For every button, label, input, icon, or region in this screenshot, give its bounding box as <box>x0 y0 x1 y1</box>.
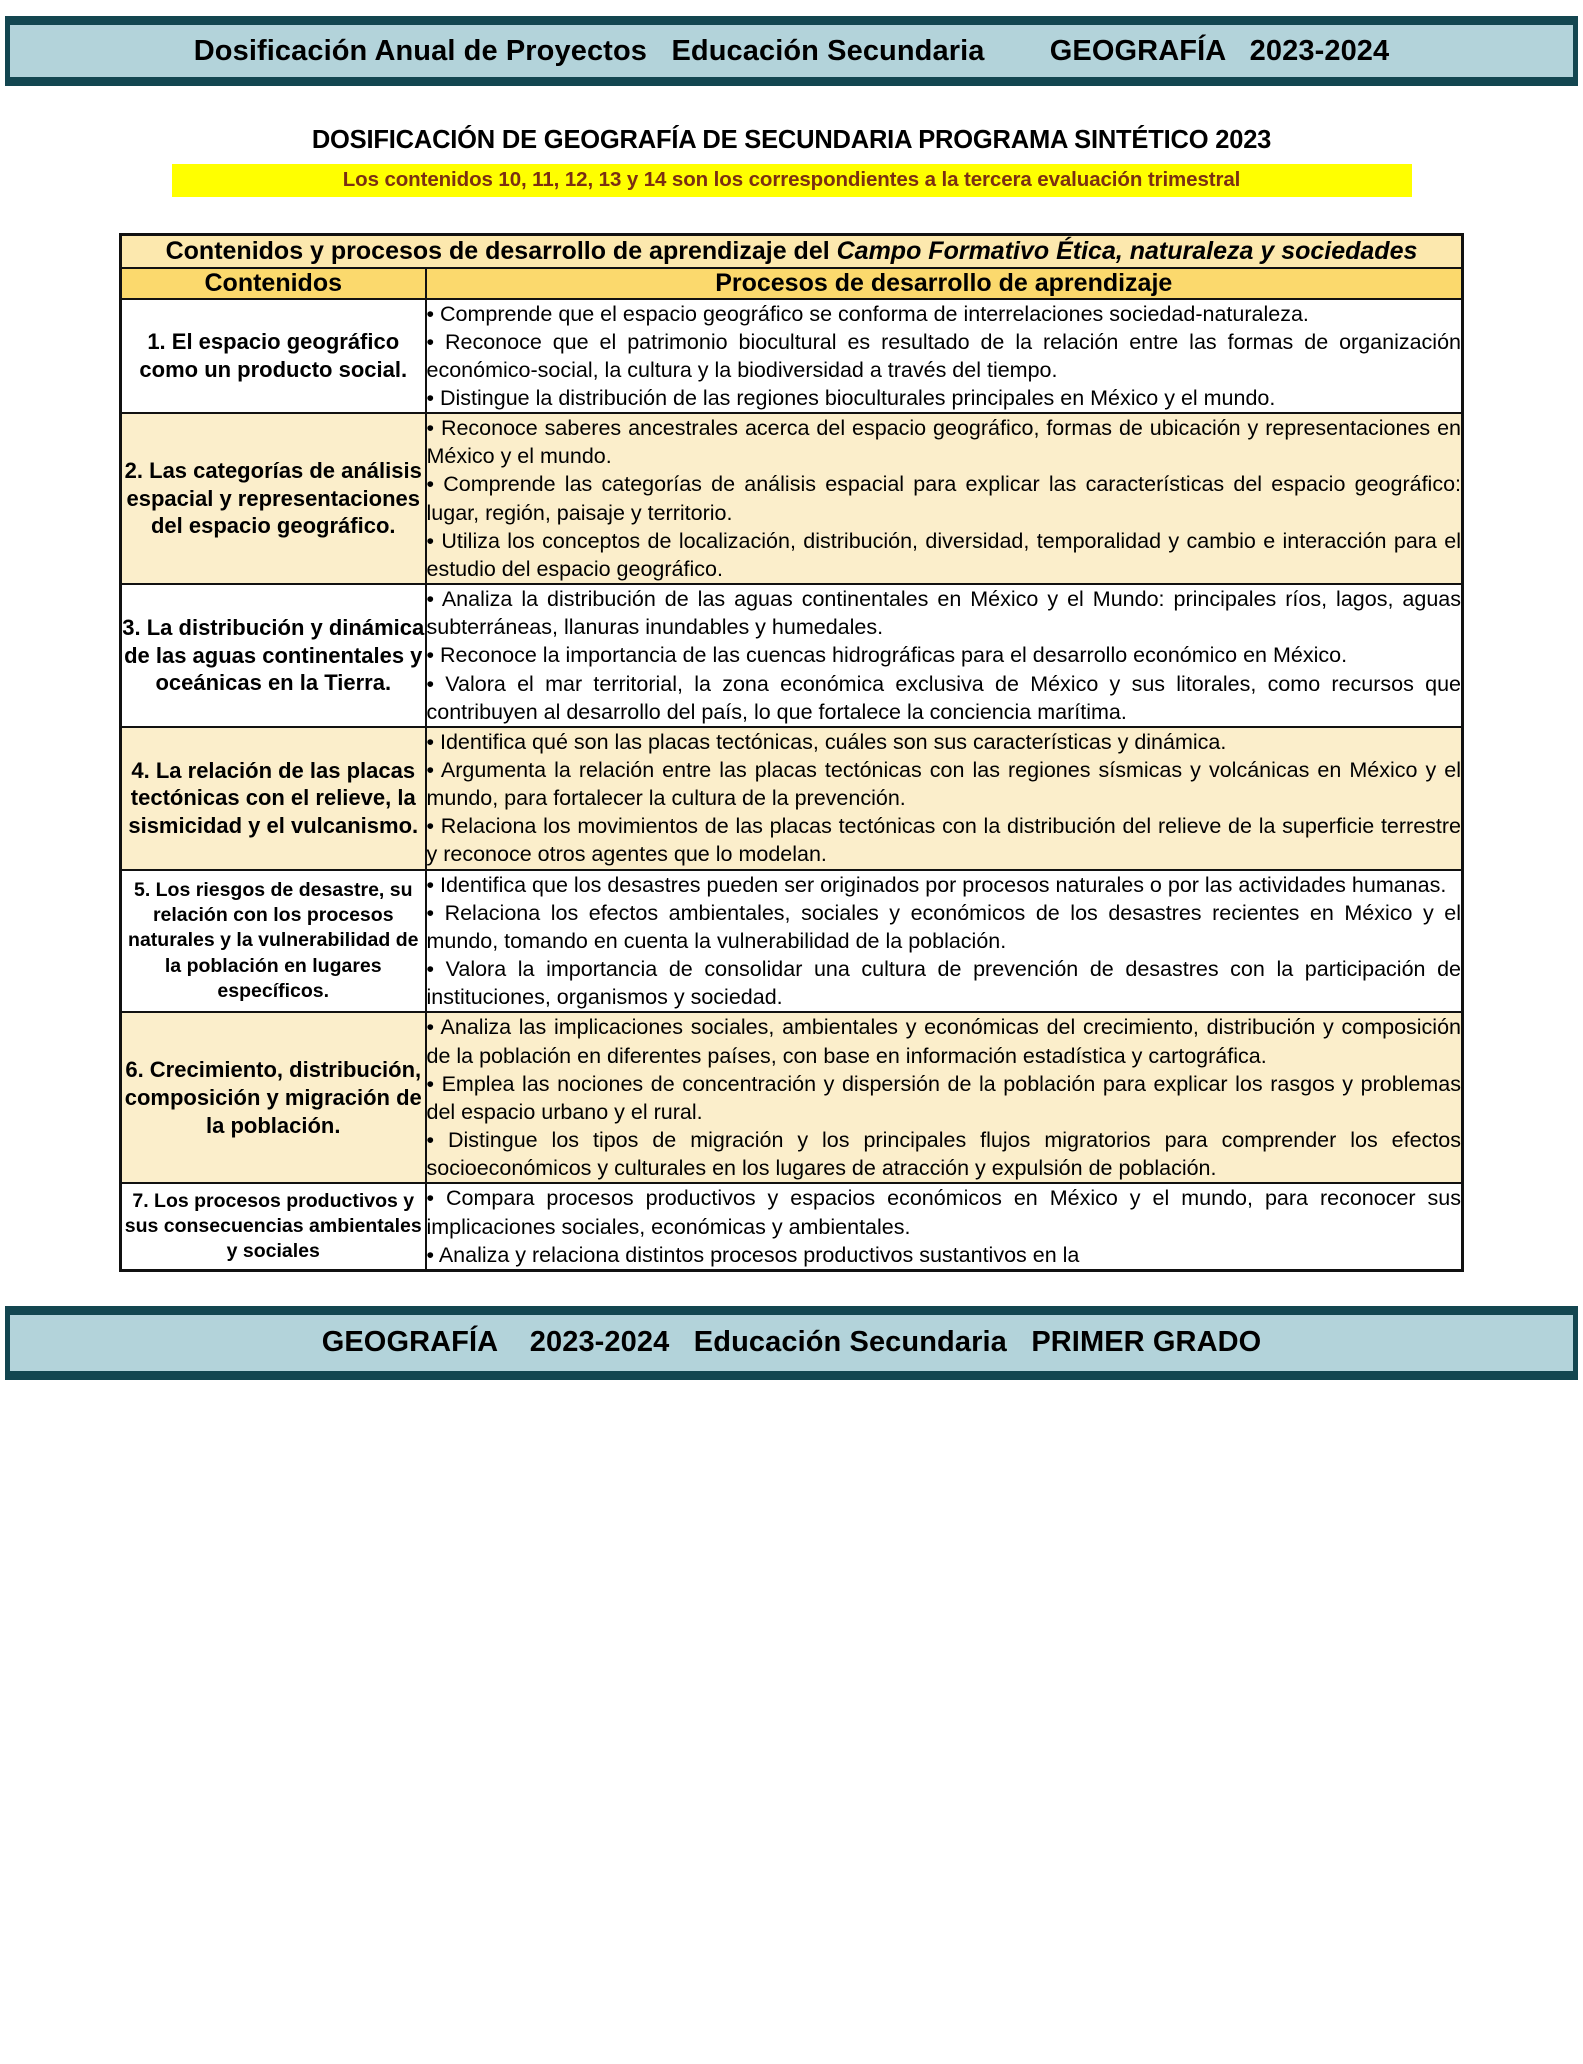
proceso-bullet: • Valora la importancia de consolidar una cultura de prevención de desastres con la participación de instituciones, organismos y sociedad. <box>426 957 1461 1010</box>
contenido-cell: 2. Las categorías de análisis espacial y representaciones del espacio geográfico. <box>121 413 426 584</box>
contenido-cell: 3. La distribución y dinámica de las aguas continentales y oceánicas en la Tierra. <box>121 584 426 727</box>
procesos-cell <box>426 584 1463 727</box>
proceso-bullet: • Relaciona los efectos ambientales, sociales y económicos de los desastres recientes en México y el mundo, tomando en cuenta la vulnerabilidad de la población. <box>426 900 1461 953</box>
footer-banner-text: GEOGRAFÍA 2023-2024 Educación Secundaria PRIMER GRADO <box>321 1326 1262 1359</box>
proceso-bullet: • Reconoce la importancia de las cuencas hidrográficas para el desarrollo económico en México. <box>426 643 1348 668</box>
procesos-cell <box>426 413 1463 584</box>
procesos-cell <box>426 299 1463 414</box>
proceso-bullet: • Identifica qué son las placas tectónicas, cuáles son sus características y dinámica. <box>426 729 1227 754</box>
table-column-header-row <box>121 268 1463 299</box>
page-title: DOSIFICACIÓN DE GEOGRAFÍA DE SECUNDARIA PROGRAMA SINTÉTICO 2023 <box>311 126 1272 154</box>
procesos-cell <box>426 1012 1463 1183</box>
procesos-cell <box>426 1183 1463 1270</box>
contenido-cell: 5. Los riesgos de desastre, su relación con los procesos naturales y la vulnerabilidad de la población en lugares específicos. <box>121 870 426 1013</box>
proceso-bullet: • Distingue la distribución de las regiones bioculturales principales en México y el mundo. <box>426 385 1276 410</box>
header-banner <box>5 16 1578 86</box>
table-row <box>121 1012 1463 1183</box>
proceso-bullet: • Comprende las categorías de análisis espacial para explicar las características del espacio geográfico: lugar, región, paisaje y territorio. <box>426 472 1461 525</box>
contenido-cell: 6. Crecimiento, distribución, composición y migración de la población. <box>121 1012 426 1183</box>
header-banner-text: Dosificación Anual de Proyectos Educación Secundaria GEOGRAFÍA 2023-2024 <box>193 34 1390 67</box>
column-header-procesos: Procesos de desarrollo de aprendizaje <box>426 268 1463 299</box>
contenido-cell: 4. La relación de las placas tectónicas con el relieve, la sismicidad y el vulcanismo. <box>121 727 426 870</box>
table-row <box>121 584 1463 727</box>
proceso-bullet: • Reconoce saberes ancestrales acerca del espacio geográfico, formas de ubicación y representaciones en México y el mundo. <box>426 416 1461 469</box>
table-body <box>121 299 1463 1271</box>
proceso-bullet: • Reconoce que el patrimonio biocultural es resultado de la relación entre las formas de organización económico-social, la cultura y la biodiversidad a través del tiempo. <box>426 329 1461 382</box>
table-title-cell <box>121 235 1463 268</box>
table-title-emphasis: Campo Formativo Ética, naturaleza y sociedades <box>836 237 1418 265</box>
proceso-bullet: • Utiliza los conceptos de localización, distribución, diversidad, temporalidad y cambio e interacción para el estudio del espacio geográfico. <box>426 528 1461 581</box>
proceso-bullet: • Analiza y relaciona distintos procesos productivos sustantivos en la <box>426 1242 1080 1267</box>
proceso-bullet: • Valora el mar territorial, la zona económica exclusiva de México y sus litorales, como recursos que contribuyen al desarrollo del país, lo que fortalece la conciencia marítima. <box>426 671 1461 724</box>
table-row <box>121 1183 1463 1270</box>
table-row <box>121 727 1463 870</box>
procesos-cell <box>426 727 1463 870</box>
proceso-bullet: • Relaciona los movimientos de las placas tectónicas con la distribución del relieve de la superficie terrestre y reconoce otros agentes que lo modelan. <box>426 814 1461 867</box>
highlight-note-wrap <box>0 164 1583 197</box>
column-header-contenidos: Contenidos <box>121 268 426 299</box>
dosificacion-table <box>119 233 1464 1272</box>
proceso-bullet: • Identifica que los desastres pueden ser originados por procesos naturales o por las actividades humanas. <box>426 872 1447 897</box>
proceso-bullet: • Analiza las implicaciones sociales, ambientales y económicas del crecimiento, distribución y composición de la población en diferentes países, con base en información estadística y cartográfica. <box>426 1015 1461 1068</box>
proceso-bullet: • Compara procesos productivos y espacios económicos en México y el mundo, para reconocer sus implicaciones sociales, económicas y ambientales. <box>426 1186 1461 1239</box>
procesos-cell <box>426 870 1463 1013</box>
proceso-bullet: • Argumenta la relación entre las placas tectónicas con las regiones sísmicas y volcánicas en México y el mundo, para fortalecer la cultura de la prevención. <box>426 758 1461 811</box>
table-title-prefix: Contenidos y procesos de desarrollo de aprendizaje del <box>165 237 837 265</box>
proceso-bullet: • Emplea las nociones de concentración y dispersión de la población para explicar los rasgos y problemas del espacio urbano y el rural. <box>426 1071 1461 1124</box>
contenido-cell: 1. El espacio geográfico como un producto social. <box>121 299 426 414</box>
footer-banner <box>5 1306 1578 1380</box>
proceso-bullet: • Distingue los tipos de migración y los principales flujos migratorios para comprender los efectos socioeconómicos y culturales en los lugares de atracción y expulsión de población. <box>426 1128 1461 1181</box>
table-row <box>121 870 1463 1013</box>
table-title-row <box>121 235 1463 268</box>
proceso-bullet: • Analiza la distribución de las aguas continentales en México y el Mundo: principales ríos, lagos, aguas subterráneas, llanuras inundables y humedales. <box>426 587 1461 640</box>
table-row <box>121 299 1463 414</box>
table-row <box>121 413 1463 584</box>
dosificacion-table-wrap <box>119 233 1464 1272</box>
contenido-cell: 7. Los procesos productivos y sus consecuencias ambientales y sociales <box>121 1183 426 1270</box>
table-head <box>121 235 1463 299</box>
highlight-note: Los contenidos 10, 11, 12, 13 y 14 son los correspondientes a la tercera evaluación trimestral <box>172 164 1412 197</box>
proceso-bullet: • Comprende que el espacio geográfico se conforma de interrelaciones sociedad-naturaleza. <box>426 301 1309 326</box>
